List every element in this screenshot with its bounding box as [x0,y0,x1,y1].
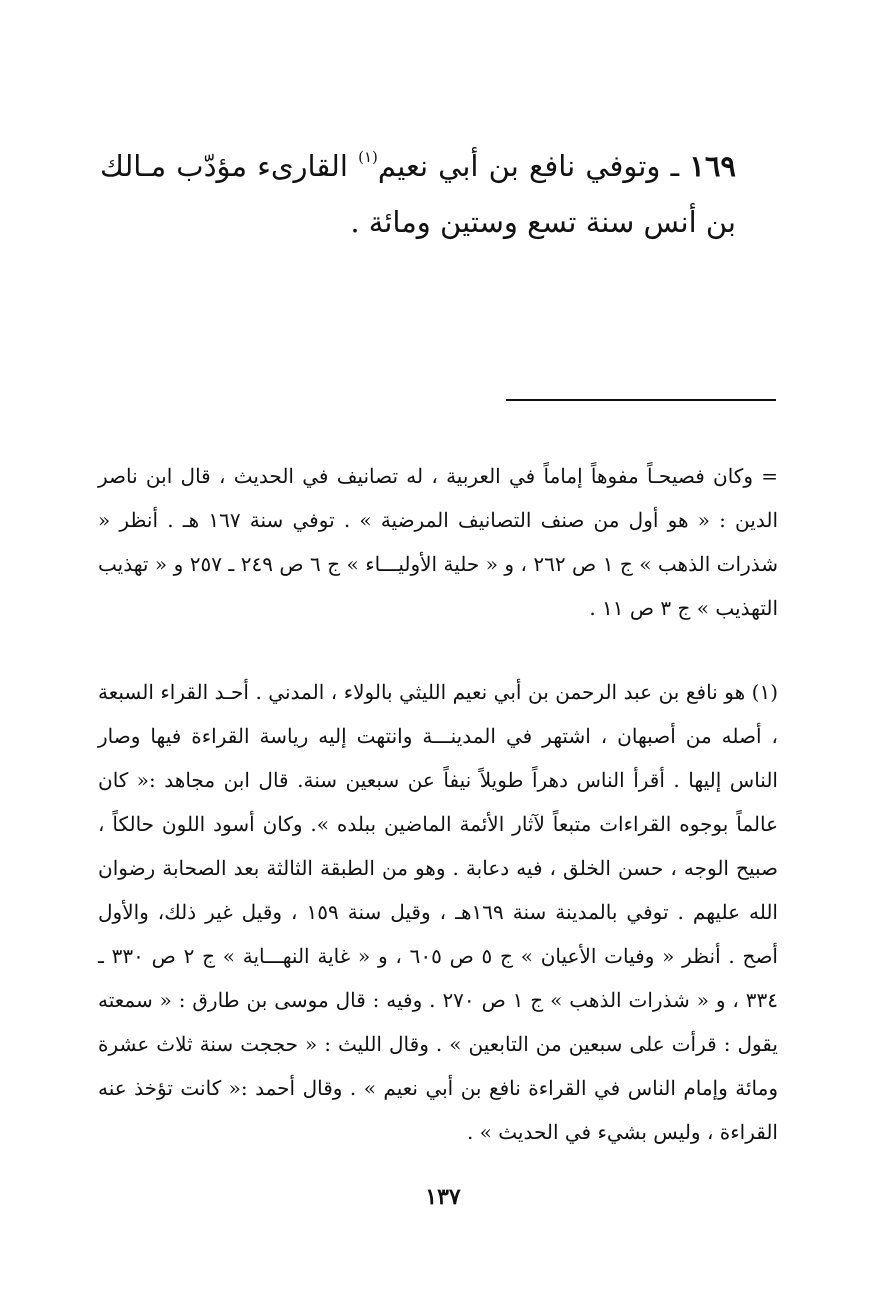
page-number: ١٣٧ [425,1184,461,1210]
entry-text-before-note: ـ وتوفي نافع بن أبي نعيم [377,149,680,183]
footnote-continuation-text: = وكان فصيحـاً مفوهاً إماماً في العربية ، له تصانيف في الحديث ، قال ابن ناصر الدين : « هو أول من صنف التصانيف المرضية » . توفي سنة ١٦٧ هـ . أنظر « شذرات الذهب » ج ١ ص ٢٦٢ ، و « حلية الأوليـــاء » ج ٦ ص ٢٤٩ ـ ٢٥٧ و « تهذيب التهذيب » ج ٣ ص ١١ . [98,464,779,620]
entry-number: ١٦٩ [689,149,737,183]
main-entry-paragraph [100,138,736,250]
footnote-separator-rule [506,399,776,401]
entry-text-after-note: القارىء مؤدّب مـالك بن أنس سنة تسع وستين ومائة . [100,149,736,239]
footnote-continuation [98,454,778,630]
footnote-marker[interactable]: (١) [358,148,378,166]
footnote-1 [98,670,778,1154]
footnote-1-text: (١) هو نافع بن عبد الرحمن بن أبي نعيم الليثي بالولاء ، المدني . أحـد القراء السبعة ، أصله من أصبهان ، اشتهر في المدينـــة وانتهت إليه رياسة القراءة فيها وصار الناس إليها . أقرأ الناس دهراً طويلاً نيفاً عن سبعين سنة. قال ابن مجاهد :« كان عالماً بوجوه القراءات متبعاً لآثار الأئمة الماضين ببلده ». وكان أسود اللون حالكاً ، صبيح الوجه ، حسن الخلق ، فيه دعابة . وهو من الطبقة الثالثة بعد الصحابة رضوان الله عليهم . توفي بالمدينة سنة ١٦٩هـ ، وقيل سنة ١٥٩ ، وقيل غير ذلك، والأول أصح . أنظر « وفيات الأعيان » ج ٥ ص ٦٠٥ ، و « غاية النهـــاية » ج ٢ ص ٣٣٠ ـ ٣٣٤ ، و « شذرات الذهب » ج ١ ص ٢٧٠ . وفيه : قال موسى بن طارق : « سمعته يقول : قرأت على سبعين من التابعين » . وقال الليث : « حججت سنة ثلاث عشرة ومائة وإمام الناس في القراءة نافع بن أبي نعيم » . وقال أحمد :« كانت تؤخذ عنه القراءة ، وليس بشيء في الحديث » . [98,680,778,1144]
